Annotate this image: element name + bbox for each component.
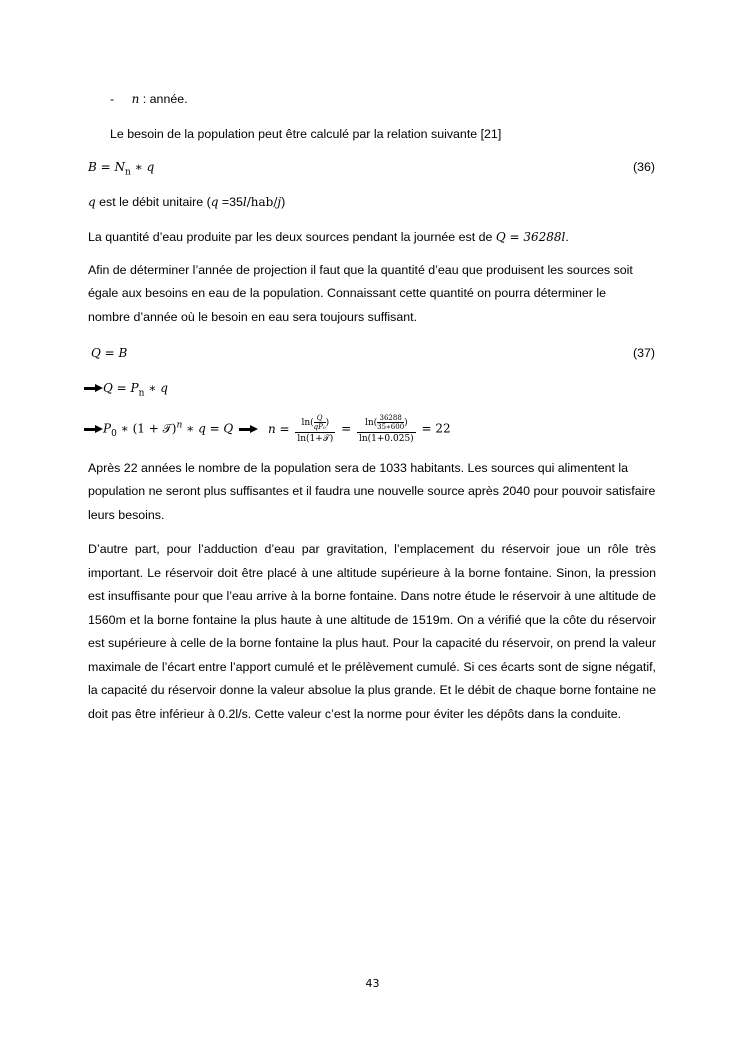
frac1-inner: [314, 414, 326, 431]
bullet-dash: -: [110, 92, 115, 106]
equation-number-37: (37): [632, 346, 655, 360]
q-unit-rest: /hab/: [246, 195, 278, 209]
implies-arrow-icon: [239, 425, 258, 434]
implies-arrow-icon: [84, 425, 103, 434]
bullet-item: [110, 92, 188, 106]
eq-q-pn-lhs: Q = P: [103, 381, 139, 395]
projection-paragraph: Afin de déterminer l’année de projection il faut que la quantité d’eau que produisent les sources soit égale aux besoins en eau de la population. Connaissant cette quantité on pourra déterminer le nombre d’année où le besoin en eau sera toujours suffisant.: [88, 263, 633, 324]
frac1-inner-num: Q: [314, 414, 326, 423]
fraction-numeric-numerator: [357, 414, 416, 433]
eq36-lhs: B = N: [88, 160, 126, 174]
q-def-text: est le débit unitaire (: [95, 195, 211, 209]
frac1-inner-den: qP₀: [313, 423, 326, 431]
q-unit-l: l: [242, 195, 247, 209]
eq36-rhs: ∗ q: [130, 160, 155, 174]
q-variable: q: [88, 195, 96, 209]
equation-37: Q = B: [91, 346, 128, 360]
equation-36: [88, 160, 154, 177]
reservoir-paragraph: D’autre part, pour l’adduction d’eau par gravitation, l’emplacement du réservoir joue un rôle très important. Le réservoir doit être placé à une altitude supérieure à la borne fontaine. Sinon, la pression est insuffisante pour que l’eau arrive à la borne fontaine. Dans notre étude le réservoir à une altitude de 1560m et la borne fontaine la plus haute à une altitude de 1519m. On a vérifié que la côte du réservoir est supérieure à celle de la borne fontaine la plus haut. Pour la capacité du réservoir, on prend la valeur maximale de l’écart entre l’apport cumulé et le prélèvement cumulé. Si ces écarts sont de signe négatif, la capacité du réservoir donne la valeur absolue la plus grande. Et le débit de chaque borne fontaine ne doit pas être inférieur à 0.2l/s. Cette valeur c’est la norme pour éviter les dépôts dans la conduite.: [88, 542, 656, 721]
fraction-numeric-denominator: ln(1+0.025): [358, 434, 414, 444]
q-math: q: [210, 195, 219, 209]
q-close: ): [281, 195, 286, 209]
quantity-math: Q = 36288l: [495, 230, 566, 244]
unit-flow-definition: [88, 195, 285, 209]
frac2-inner-num: 36288: [377, 414, 404, 423]
q-value: =35: [218, 195, 243, 209]
eq-final-result: = 22: [421, 421, 451, 436]
frac1-prefix: ln(: [301, 418, 314, 428]
equation-q-pn: [84, 381, 168, 398]
fraction-formula-numerator: [295, 414, 335, 433]
implies-arrow-icon: [84, 384, 103, 393]
frac2-prefix: ln(: [364, 418, 378, 428]
result-paragraph: Après 22 années le nombre de la population sera de 1033 habitants. Les sources qui alimentent la population ne seront plus suffisantes et il faudra une nouvelle source après 2040 pour pouvoir satisfaire leurs besoins.: [88, 461, 656, 522]
eq-final-n: n =: [267, 421, 290, 436]
equation-number-36: (36): [632, 160, 655, 174]
intro-sentence: Le besoin de la population peut être calculé par la relation suivante [21]: [110, 127, 502, 141]
quantity-sentence: [88, 230, 569, 244]
fraction-formula: [295, 414, 335, 444]
bullet-variable: n: [131, 92, 140, 106]
quantity-end: .: [565, 230, 569, 244]
q-unit-j: j: [277, 195, 282, 209]
eq-final-exponent: n: [176, 420, 183, 431]
frac1-suffix: ): [325, 418, 330, 428]
fraction-numeric: [357, 414, 416, 444]
frac2-suffix: ): [404, 418, 408, 428]
eq36-subscript: n: [125, 167, 131, 178]
equation-projection-years: [84, 414, 451, 444]
page-number: 43: [365, 977, 380, 990]
bullet-text: : année.: [139, 92, 188, 106]
eq-final-mid: ∗ (1 + 𝒯): [116, 421, 177, 436]
eq-final-end: ∗ q = Q: [182, 421, 234, 436]
eq-final-equals: =: [341, 421, 352, 436]
quantity-text: La quantité d’eau produite par les deux sources pendant la journée est de: [88, 230, 496, 244]
frac2-inner: [377, 414, 404, 431]
eq-q-pn-subscript: n: [138, 388, 145, 399]
fraction-formula-denominator: ln(1+𝒯): [297, 434, 334, 444]
eq-q-pn-rhs: ∗ q: [144, 381, 168, 395]
eq-final-p-subscript: 0: [111, 428, 117, 439]
frac2-inner-den: 35∗600: [377, 423, 405, 431]
eq-final-p: P: [103, 421, 112, 436]
